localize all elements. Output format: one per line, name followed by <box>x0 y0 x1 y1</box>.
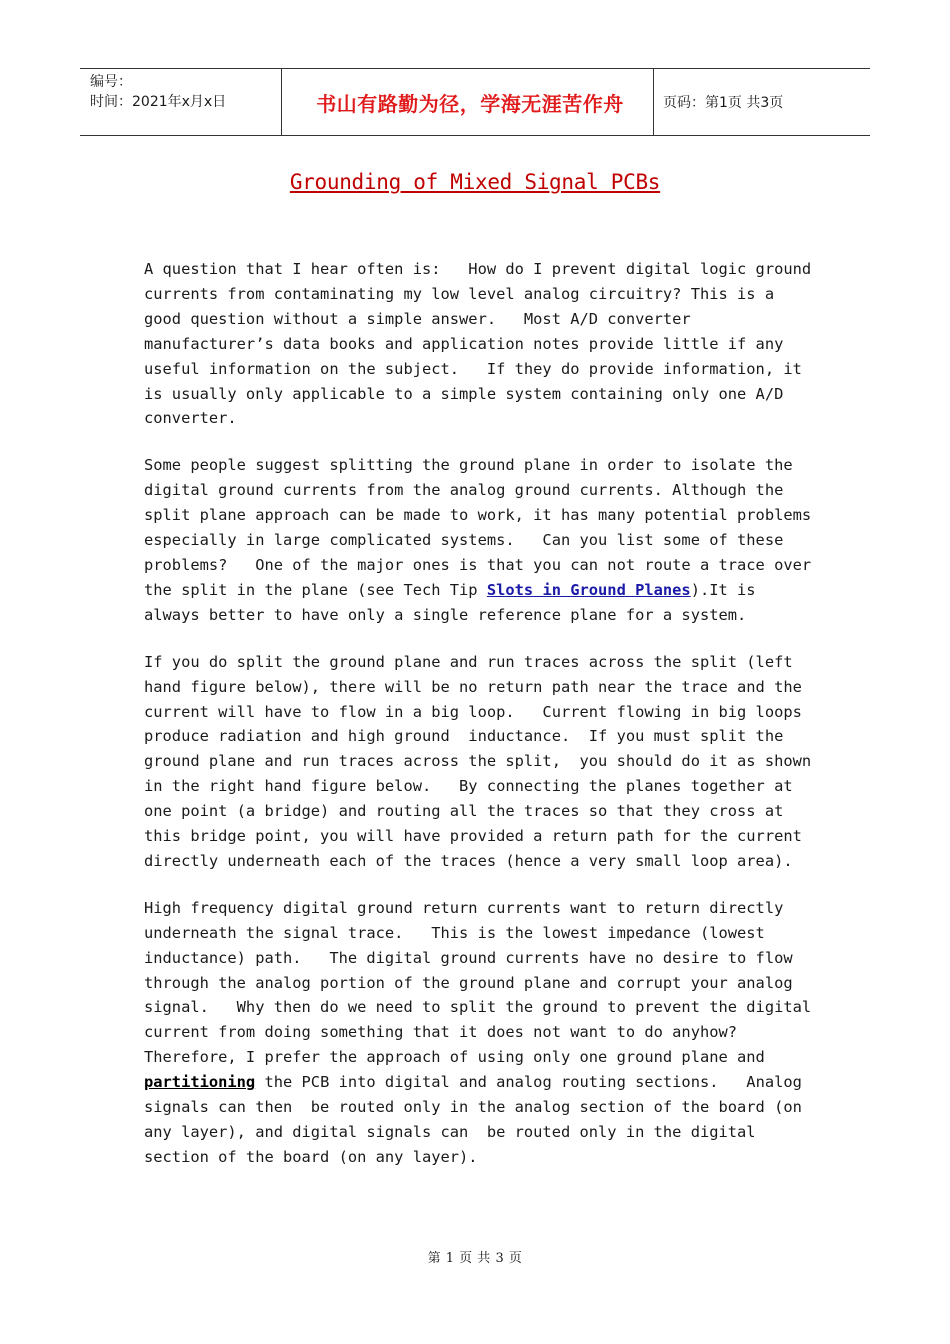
paragraph-4-text-a: High frequency digital ground return currents want to return directly underneath the signal trace. This is the lowest impedance (lowest inductance) path. The digital ground currents have no desire to flow through the analog portion of the ground plane and corrupt your analog signal. Why then do we need to split the ground to prevent the digital current from doing something that it does not want to do anyhow? Therefore, I prefer the approach of using only one ground plane and <box>144 898 821 1067</box>
paragraph-2-text-a: Some people suggest splitting the ground plane in order to isolate the digital ground currents from the analog ground currents. Although the split plane approach can be made to work, it has many potential problems especially in large complicated systems. Can you list some of these problems? One of the major ones is that you can not route a trace over the split in the plane (see Tech Tip <box>144 456 821 599</box>
page-footer: 第 1 页 共 3 页 <box>427 1251 523 1266</box>
header-motto: 书山有路勤为径，学海无涯苦作舟 <box>281 69 654 135</box>
header-time: 时间：2021年x月x日 <box>90 94 227 110</box>
paragraph-4-text-b: the PCB into digital and analog routing sections. Analog signals can then be routed only in the analog section of the board (on any layer), and digital signals can be routed only in the digital section of the board (on any layer). <box>144 1073 812 1166</box>
page-header <box>80 68 870 136</box>
paragraph-4 <box>144 896 821 1170</box>
header-page-number: 页码：第1页 共3页 <box>663 95 784 111</box>
header-number: 编号： <box>90 74 132 90</box>
document-body <box>144 257 821 1192</box>
header-meta <box>80 69 281 135</box>
document-title: Grounding of Mixed Signal PCBs <box>289 170 661 194</box>
paragraph-2-text-b: ).It is always better to have only a single reference plane for a system. <box>144 580 765 624</box>
paragraph-3: If you do split the ground plane and run traces across the split (left hand figure below), there will be no return path near the trace and the current will have to flow in a big loop. Current flowing in big loops produce radiation and high ground inductance. If you must split the ground plane and run traces across the split, you should do it as shown in the right hand figure below. By connecting the planes together at one point (a bridge) and routing all the traces so that they cross at this bridge point, you will have provided a return path for the current directly underneath each of the traces (hence a very small loop area). <box>144 652 821 870</box>
slots-in-ground-planes-link[interactable]: Slots in Ground Planes <box>486 580 691 599</box>
paragraph-1: A question that I hear often is: How do I prevent digital logic ground currents from contaminating my low level analog circuitry? This is a good question without a simple answer. Most A/D converter manufacturer’s data books and application notes provide little if any useful information on the subject. If they do provide information, it is usually only applicable to a simple system containing only one A/D converter. <box>144 260 821 428</box>
partitioning-link[interactable]: partitioning <box>144 1073 256 1092</box>
paragraph-2 <box>144 453 821 627</box>
